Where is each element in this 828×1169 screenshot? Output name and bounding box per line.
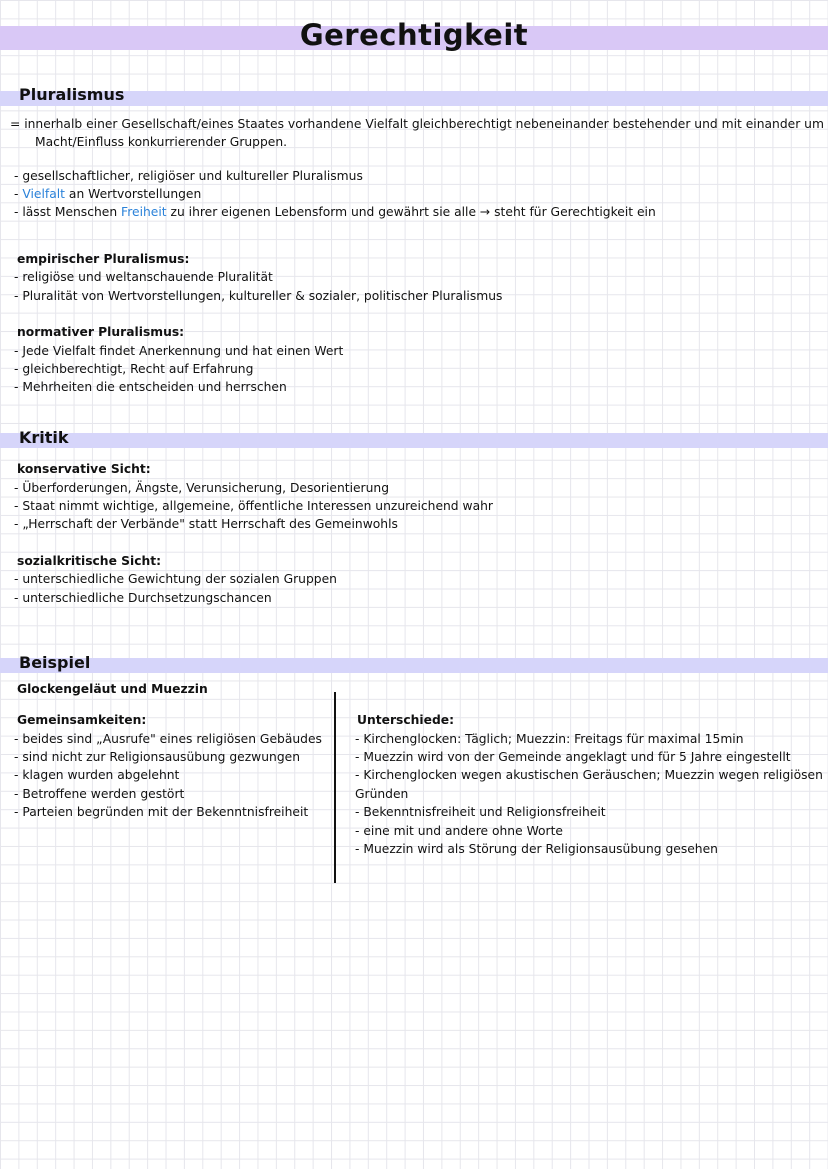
sozial-heading: sozialkritische Sicht: [17,554,162,568]
column-divider [334,692,336,883]
definition-line-2: Macht/Einfluss konkurrierender Gruppen. [35,135,288,149]
definition-line-1: = innerhalb einer Gesellschaft/eines Staates vorhandene Vielfalt gleichberechtigt nebeneinander bestehender und mit einander um [10,117,824,131]
bullet-2-rest: an Wertvorstellungen [65,187,202,201]
pluralism-bullet-2 [14,185,201,203]
normativ-heading: normativer Pluralismus: [17,325,185,339]
unterschiede-item: - Muezzin wird als Störung der Religionsausübung gesehen [355,842,718,856]
gemeinsam-item: - Parteien begründen mit der Bekenntnisfreiheit [14,805,309,819]
pluralismus-heading: Pluralismus [19,85,125,104]
normativ-item: - Jede Vielfalt findet Anerkennung und hat einen Wert [14,344,344,358]
sozial-item: - unterschiedliche Durchsetzungschancen [14,591,272,605]
beispiel-heading: Beispiel [19,653,91,672]
gemeinsam-item: - sind nicht zur Religionsausübung gezwungen [14,750,300,764]
konservativ-item: - Überforderungen, Ängste, Verunsicherung, Desorientierung [14,481,390,495]
beispiel-band [0,658,828,673]
empirisch-item: - religiöse und weltanschauende Pluralität [14,270,273,284]
beispiel-subtitle: Glockengeläut und Muezzin [17,682,208,696]
vielfalt-highlight: Vielfalt [22,187,66,201]
unterschiede-item: - Kirchenglocken wegen akustischen Geräuschen; Muezzin wegen religiösen [355,768,823,782]
empirisch-item: - Pluralität von Wertvorstellungen, kultureller & sozialer, politischer Pluralismus [14,289,503,303]
unterschiede-item: - Kirchenglocken: Täglich; Muezzin: Freitags für maximal 15min [355,732,744,746]
empirisch-heading: empirischer Pluralismus: [17,252,190,266]
unterschiede-item: - eine mit und andere ohne Worte [355,824,563,838]
pluralism-bullet-1: - gesellschaftlicher, religiöser und kultureller Pluralismus [14,169,363,183]
gemeinsam-heading: Gemeinsamkeiten: [17,713,147,727]
konservativ-item: - Staat nimmt wichtige, allgemeine, öffentliche Interessen unzureichend wahr [14,499,493,513]
bullet-3-rest: zu ihrer eigenen Lebensform und gewährt sie alle → steht für Gerechtigkeit ein [166,205,656,219]
pluralism-bullet-3 [14,203,656,221]
gemeinsam-item: - Betroffene werden gestört [14,787,185,801]
freiheit-highlight: Freiheit [121,205,167,219]
kritik-heading: Kritik [19,428,69,447]
konservativ-heading: konservative Sicht: [17,462,151,476]
konservativ-item: - „Herrschaft der Verbände" statt Herrschaft des Gemeinwohls [14,517,398,531]
normativ-item: - gleichberechtigt, Recht auf Erfahrung [14,362,254,376]
unterschiede-item: - Muezzin wird von der Gemeinde angeklagt und für 5 Jahre eingestellt [355,750,791,764]
gemeinsam-item: - klagen wurden abgelehnt [14,768,180,782]
unterschiede-item: Gründen [355,787,409,801]
bullet-3-prefix: - lässt Menschen [14,205,122,219]
kritik-band [0,433,828,448]
bullet-2-prefix: - [14,187,23,201]
sozial-item: - unterschiedliche Gewichtung der sozialen Gruppen [14,572,337,586]
unterschiede-heading: Unterschiede: [357,713,455,727]
normativ-item: - Mehrheiten die entscheiden und herrschen [14,380,287,394]
unterschiede-item: - Bekenntnisfreiheit und Religionsfreiheit [355,805,606,819]
gemeinsam-item: - beides sind „Ausrufe" eines religiösen Gebäudes [14,732,322,746]
page-title: Gerechtigkeit [299,18,529,52]
